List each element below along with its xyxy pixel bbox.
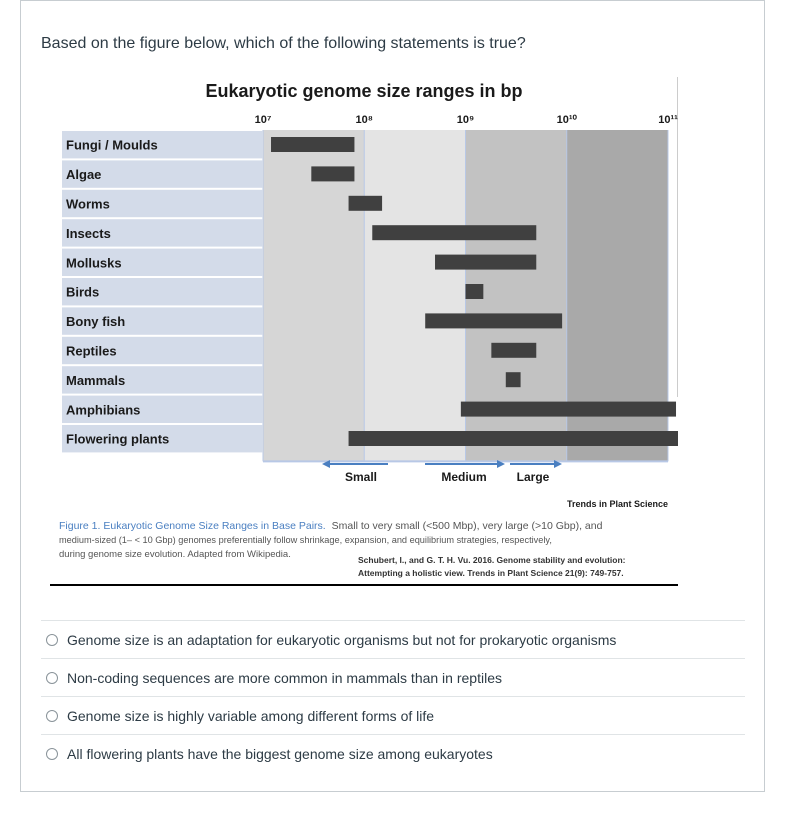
- caption-line-1: Small to very small (<500 Mbp), very large (>10 Gbp), and: [331, 520, 603, 532]
- range-bar: [311, 166, 354, 181]
- range-bar: [491, 343, 536, 358]
- genome-size-chart: [50, 77, 678, 589]
- figure-title: Eukaryotic genome size ranges in bp: [205, 81, 523, 101]
- caption-lead: Figure 1. Eukaryotic Genome Size Ranges in Base Pairs.: [59, 520, 326, 532]
- radio-button[interactable]: [46, 710, 58, 722]
- radio-button[interactable]: [46, 672, 58, 684]
- region-label-large: Large: [516, 470, 550, 484]
- range-bar: [349, 196, 383, 211]
- answer-option-4[interactable]: [41, 734, 745, 772]
- category-label: Mollusks: [66, 255, 122, 271]
- citation-line-1: Schubert, I., and G. T. H. Vu. 2016. Genome stability and evolution:: [358, 555, 626, 565]
- radio-button[interactable]: [46, 748, 58, 760]
- range-bar: [466, 284, 484, 299]
- answer-label[interactable]: Genome size is an adaptation for eukaryotic organisms but not for prokaryotic organisms: [67, 631, 617, 648]
- category-label: Mammals: [66, 372, 126, 388]
- category-label: Amphibians: [66, 402, 141, 418]
- radio-button[interactable]: [46, 634, 58, 646]
- category-label: Worms: [66, 196, 110, 212]
- category-label: Bony fish: [66, 314, 126, 330]
- region-label-small: Small: [344, 470, 378, 484]
- x-tick-label: 10¹⁰: [556, 114, 577, 126]
- question-prompt: Based on the figure below, which of the following statements is true?: [41, 35, 526, 52]
- answer-label[interactable]: Genome size is highly variable among different forms of life: [67, 707, 435, 724]
- x-tick-label: 10⁹: [456, 114, 475, 126]
- figure-source-tag: Trends in Plant Science: [566, 499, 668, 509]
- range-bar: [349, 431, 678, 446]
- region-label-medium: Medium: [441, 470, 487, 484]
- category-label: Fungi / Moulds: [66, 137, 158, 153]
- category-label: Algae: [66, 167, 102, 183]
- size-band-2: [364, 130, 465, 461]
- answer-label[interactable]: Non-coding sequences are more common in mammals than in reptiles: [67, 669, 502, 686]
- caption-line-2: medium-sized (1– < 10 Gbp) genomes preferentially follow shrinkage, expansion, and equilibrium strategies, respectively,: [59, 535, 552, 545]
- x-tick-label: 10⁷: [254, 114, 272, 126]
- category-label: Insects: [66, 225, 111, 241]
- range-bar: [271, 137, 354, 152]
- genome-size-figure: [50, 77, 678, 589]
- answer-label[interactable]: All flowering plants have the biggest genome size among eukaryotes: [67, 745, 493, 762]
- answer-option-1[interactable]: [41, 620, 745, 658]
- range-bar: [372, 225, 536, 240]
- category-label: Birds: [66, 284, 100, 300]
- svg-text:Figure 1. Eukaryotic Genome Si: [59, 520, 603, 532]
- range-bar: [461, 402, 676, 417]
- range-bar: [435, 255, 536, 270]
- answer-option-2[interactable]: [41, 658, 745, 696]
- citation-line-2: Attempting a holistic view. Trends in Plant Science 21(9): 749-757.: [358, 568, 624, 578]
- answer-options: [41, 620, 745, 772]
- range-bar: [425, 313, 562, 328]
- category-label: Reptiles: [66, 343, 117, 359]
- category-label: Flowering plants: [66, 431, 170, 447]
- answer-option-3[interactable]: [41, 696, 745, 734]
- caption-line-3: during genome size evolution. Adapted from Wikipedia.: [59, 549, 291, 560]
- x-tick-label: 10⁸: [355, 114, 373, 126]
- x-tick-label: 10¹¹: [658, 114, 678, 126]
- range-bar: [506, 372, 521, 387]
